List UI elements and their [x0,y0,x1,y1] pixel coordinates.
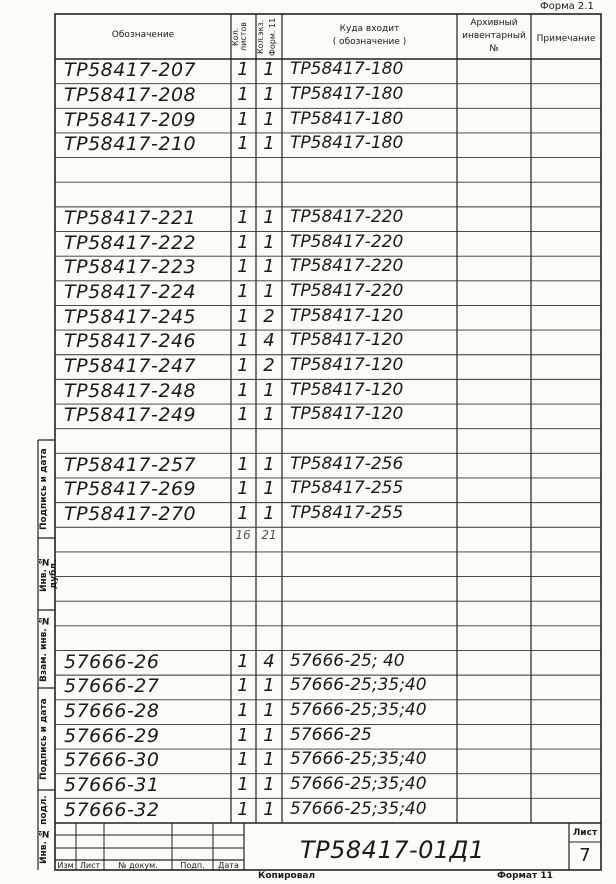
header-kuda-line2: ( обозначение ) [332,37,407,47]
copies-cell: 1 [263,724,275,746]
table-row [0,232,616,257]
where-used-cell: TP58417-220 [290,207,404,228]
sheets-cell: 1 [237,453,249,475]
sheets-cell: 1 [237,502,249,524]
designation-cell: TP58417-210 [64,133,197,156]
side-label-inv-dubl: Инв. № дубл. [39,556,59,592]
table-row [0,355,616,380]
copies-cell: 1 [263,231,275,253]
copies-cell: 2 [263,355,275,377]
sheets-cell: 1 [237,281,249,303]
table-row [0,59,616,84]
sheets-cell: 1 [237,774,249,796]
table-row [0,453,616,478]
copies-cell: 1 [263,675,275,697]
header-primechanie: Примечание [536,34,596,44]
sheets-cell: 1 [237,207,249,229]
designation-cell: TP58417-269 [64,478,197,501]
copies-cell: 1 [263,798,275,820]
side-label-signature-bottom: Подпись и дата [39,698,49,780]
copies-cell: 1 [263,379,275,401]
designation-cell: TP58417-246 [64,330,197,353]
table-row [0,798,616,823]
copies-cell: 1 [263,502,275,524]
sheets-cell: 1 [237,108,249,130]
copies-cell: 1 [263,281,275,303]
copies-cell: 1 [263,133,275,155]
sheets-cell: 1 [237,798,249,820]
sheets-cell: 1 [237,749,249,771]
table-row [0,577,616,602]
header-kuda-line1: Куда входит [339,24,400,34]
sheets-cell: 16 [235,527,251,542]
designation-cell: TP58417-223 [64,256,197,279]
copies-cell: 1 [263,478,275,500]
copies-cell: 4 [263,330,275,352]
where-used-cell: TP58417-255 [290,502,404,523]
designation-cell: 57666-32 [64,798,160,821]
table-row [0,503,616,528]
table-row [0,675,616,700]
table-row [0,379,616,404]
where-used-cell: TP58417-255 [290,478,404,499]
designation-cell: 57666-26 [64,650,160,673]
where-used-cell: TP58417-220 [290,231,404,252]
where-used-cell: TP58417-180 [290,133,404,154]
where-used-cell: 57666-25;35;40 [290,774,427,795]
designation-cell: TP58417-209 [64,108,197,131]
copies-cell: 2 [263,305,275,327]
copies-cell: 1 [263,59,275,81]
designation-cell: 57666-28 [64,700,160,723]
sheets-cell: 1 [237,83,249,105]
table-row [0,700,616,725]
designation-cell: TP58417-224 [64,281,197,304]
header-kuda [282,24,457,47]
copies-cell: 21 [261,527,277,542]
footer-format: Формат 11 [497,871,553,881]
table-row [0,601,616,626]
table-row [0,552,616,577]
where-used-cell: 57666-25 [290,724,372,745]
stamp-data: Дата [218,861,239,870]
copies-cell: 4 [263,650,275,672]
where-used-cell: TP58417-220 [290,256,404,277]
where-used-cell: 57666-25;35;40 [290,700,427,721]
sheets-cell: 1 [237,478,249,500]
copies-cell: 1 [263,108,275,130]
designation-cell: TP58417-249 [64,404,197,427]
designation-cell: TP58417-257 [64,453,197,476]
designation-cell: 57666-30 [64,749,160,772]
sheets-cell: 1 [237,404,249,426]
table-row [0,281,616,306]
table-row [0,158,616,183]
copies-cell: 1 [263,453,275,475]
table-row [0,256,616,281]
where-used-cell: TP58417-220 [290,281,404,302]
header-kol-ekz: Кол.экз. [256,19,265,55]
designation-cell: TP58417-248 [64,379,197,402]
designation-cell: 57666-29 [64,724,160,747]
sheets-cell: 1 [237,231,249,253]
designation-cell: 57666-31 [64,774,160,797]
copies-cell: 1 [263,700,275,722]
table-row [0,84,616,109]
where-used-cell: 57666-25;35;40 [290,749,427,770]
where-used-cell: TP58417-120 [290,330,404,351]
stamp-dokum: № докум. [118,861,158,870]
where-used-cell: TP58417-180 [290,83,404,104]
designation-cell: TP58417-208 [64,83,197,106]
where-used-cell: TP58417-120 [290,404,404,425]
designation-cell: TP58417-270 [64,502,197,525]
where-used-cell: TP58417-256 [290,453,404,474]
designation-cell: 57666-27 [64,675,160,698]
copies-cell: 1 [263,83,275,105]
designation-cell: TP58417-247 [64,355,197,378]
stamp-doc-designation: TP58417-01Д1 [300,836,485,864]
table-row [0,305,616,330]
where-used-cell: TP58417-180 [290,108,404,129]
header-arch-line2: инвентарный [462,31,526,41]
where-used-cell: TP58417-120 [290,355,404,376]
table-row [0,133,616,158]
where-used-cell: 57666-25;35;40 [290,675,427,696]
where-used-cell: 57666-25;35;40 [290,798,427,819]
copies-cell: 1 [263,207,275,229]
where-used-cell: TP58417-120 [290,379,404,400]
designation-cell: TP58417-221 [64,207,197,230]
sheets-cell: 1 [237,700,249,722]
table-row [0,404,616,429]
header-kol-listov: Кол. листов [231,22,248,52]
sheets-cell: 1 [237,256,249,278]
sheets-cell: 1 [237,355,249,377]
table-row [0,207,616,232]
side-label-inv-podl: Инв. № подл. [39,795,49,865]
stamp-podp: Подп. [180,861,205,870]
where-used-cell: TP58417-120 [290,305,404,326]
stamp-izm: Изм [57,861,74,870]
where-used-cell: 57666-25; 40 [290,650,405,671]
table-row [0,527,616,552]
sheets-cell: 1 [237,650,249,672]
table-row [0,182,616,207]
stamp-list-label: Лист [572,828,598,838]
footer-kopiroval: Копировал [258,871,316,881]
table-row [0,724,616,749]
sheets-cell: 1 [237,675,249,697]
copies-cell: 1 [263,404,275,426]
table-row [0,626,616,651]
table-row [0,429,616,454]
where-used-cell: TP58417-180 [290,59,404,80]
table-row [0,478,616,503]
table-row [0,749,616,774]
designation-cell: TP58417-222 [64,231,197,254]
sheets-cell: 1 [237,724,249,746]
table-row [0,774,616,799]
copies-cell: 1 [263,774,275,796]
header-archive [457,18,531,54]
header-arch-line1: Архивный [470,18,518,28]
stamp-list-number: 7 [579,845,591,866]
side-label-signature-top: Подпись и дата [39,448,49,530]
table-row [0,330,616,355]
copies-cell: 1 [263,749,275,771]
sheets-cell: 1 [237,133,249,155]
header-oboznachenie: Обозначение [111,30,175,40]
stamp-list: Лист [79,861,101,870]
designation-cell: TP58417-245 [64,305,197,328]
sheets-cell: 1 [237,379,249,401]
header-arch-line3: № [489,44,499,54]
form-number: Форма 2.1 [540,1,594,12]
table-row [0,650,616,675]
designation-cell: TP58417-207 [64,59,197,82]
table-row [0,108,616,133]
header-format: Форм. 11 [268,17,277,57]
side-label-vzam-inv: Взам. инв. № [39,615,49,683]
sheets-cell: 1 [237,59,249,81]
sheets-cell: 1 [237,330,249,352]
sheets-cell: 1 [237,305,249,327]
copies-cell: 1 [263,256,275,278]
